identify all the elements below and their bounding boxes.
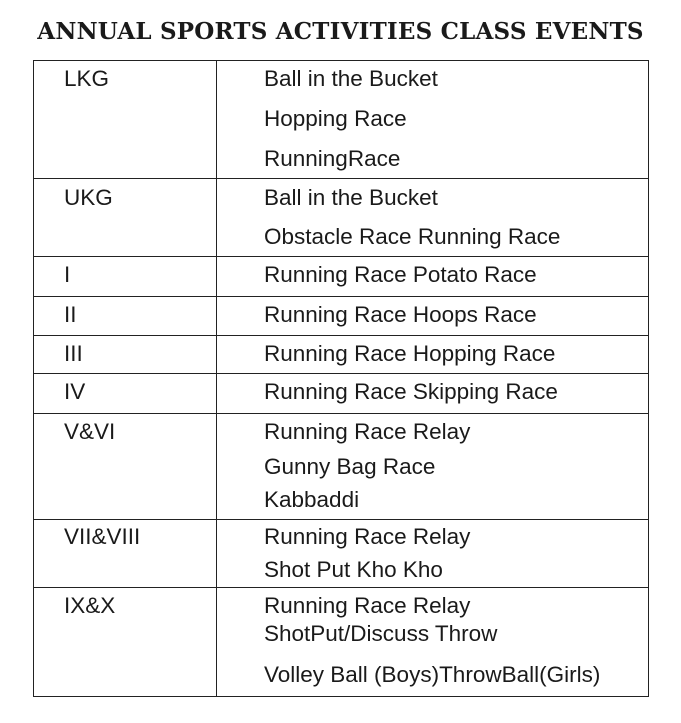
- class-label: LKG: [64, 66, 110, 91]
- class-cell: [34, 520, 217, 588]
- class-cell: [34, 414, 217, 520]
- event-item: Running Race Hoops Race: [264, 302, 537, 327]
- event-item: Kabbaddi: [264, 487, 360, 512]
- page-title: ANNUAL SPORTS ACTIVITIES CLASS EVENTS: [37, 18, 644, 45]
- table-row: [34, 61, 649, 179]
- events-cell: [217, 374, 649, 414]
- events-table: [33, 60, 649, 697]
- table-row: [34, 336, 649, 374]
- class-cell: [34, 257, 217, 297]
- event-item: Hopping Race: [264, 106, 407, 131]
- table-row: [34, 297, 649, 336]
- events-cell: [217, 257, 649, 297]
- table-row: [34, 414, 649, 520]
- class-cell: [34, 179, 217, 257]
- events-cell: [217, 414, 649, 520]
- events-cell: [217, 61, 649, 179]
- event-item: Volley Ball (Boys)ThrowBall(Girls): [264, 662, 601, 687]
- table-row: [34, 179, 649, 257]
- event-item: Obstacle Race Running Race: [264, 224, 561, 249]
- class-cell: [34, 336, 217, 374]
- table-row: [34, 257, 649, 297]
- event-item: Running Race Relay: [264, 524, 471, 549]
- events-cell: [217, 179, 649, 257]
- event-item: Running Race Skipping Race: [264, 379, 558, 404]
- class-cell: [34, 374, 217, 414]
- table-row: [34, 588, 649, 697]
- event-item: Running Race Relay: [264, 419, 471, 444]
- event-item: Shot Put Kho Kho: [264, 557, 443, 582]
- event-item: Ball in the Bucket: [264, 185, 438, 210]
- event-item: ShotPut/Discuss Throw: [264, 621, 498, 646]
- class-label: IV: [64, 379, 86, 404]
- class-label: IX&X: [64, 593, 116, 618]
- class-label: II: [64, 302, 77, 327]
- class-cell: [34, 297, 217, 336]
- class-label: I: [64, 262, 71, 287]
- event-item: Gunny Bag Race: [264, 454, 436, 479]
- event-item: Ball in the Bucket: [264, 66, 438, 91]
- class-label: UKG: [64, 185, 113, 210]
- event-item: Running Race Relay: [264, 593, 471, 618]
- events-cell: [217, 588, 649, 697]
- events-cell: [217, 297, 649, 336]
- table-row: [34, 374, 649, 414]
- class-label: V&VI: [64, 419, 116, 444]
- class-cell: [34, 61, 217, 179]
- event-item: RunningRace: [264, 146, 401, 171]
- events-cell: [217, 336, 649, 374]
- class-label: III: [64, 341, 83, 366]
- event-item: Running Race Potato Race: [264, 262, 537, 287]
- class-label: VII&VIII: [64, 524, 141, 549]
- class-cell: [34, 588, 217, 697]
- event-item: Running Race Hopping Race: [264, 341, 556, 366]
- table-row: [34, 520, 649, 588]
- events-cell: [217, 520, 649, 588]
